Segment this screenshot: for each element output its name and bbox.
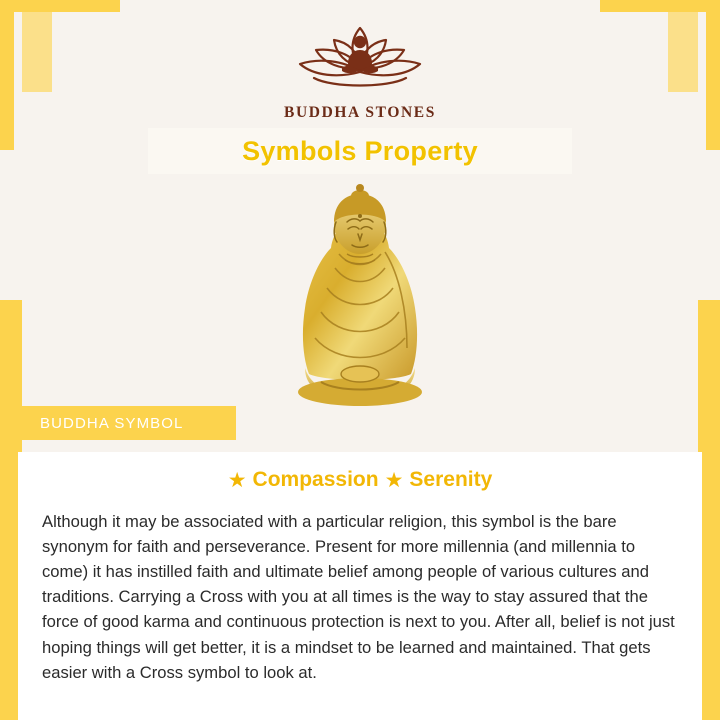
star-icon: ★ (384, 468, 404, 492)
star-icon: ★ (227, 468, 247, 492)
brand-logo (0, 20, 720, 122)
virtue-compassion: Compassion (252, 468, 379, 491)
decor-ribbon-bottom-left (0, 460, 18, 720)
description-paragraph: Although it may be associated with a particular religion, this symbol is the bare synonym for faith and perseverance. Present for more millennia (and millennia to come) it has instilled faith and ultimate belief among people of various cultures and traditions. Carrying a Cross with you at all times is the way to stay assured that the force of good karma and continuous protection is next to you. After all, belief is not just hoping things will get better, it is a mindset to be learned and maintained. That gets easier with a Cross symbol to look at. (42, 511, 675, 682)
decor-ribbon-top-right-bar (600, 0, 720, 12)
brand-name: BUDDHA STONES (284, 104, 436, 121)
hero-illustration (0, 176, 720, 438)
virtue-serenity: Serenity (409, 468, 493, 491)
symbol-tag (18, 406, 236, 440)
decor-ribbon-top-left-bar (0, 0, 120, 12)
content-card (18, 452, 702, 720)
symbol-tag-label: BUDDHA SYMBOL (40, 414, 184, 432)
lotus-meditation-icon (280, 20, 440, 98)
page-title: Symbols Property (242, 135, 478, 166)
virtues-row (42, 468, 678, 492)
seated-buddha-illustration-icon (265, 182, 455, 432)
page-title-banner (148, 128, 572, 174)
decor-ribbon-bottom-right (702, 460, 720, 720)
